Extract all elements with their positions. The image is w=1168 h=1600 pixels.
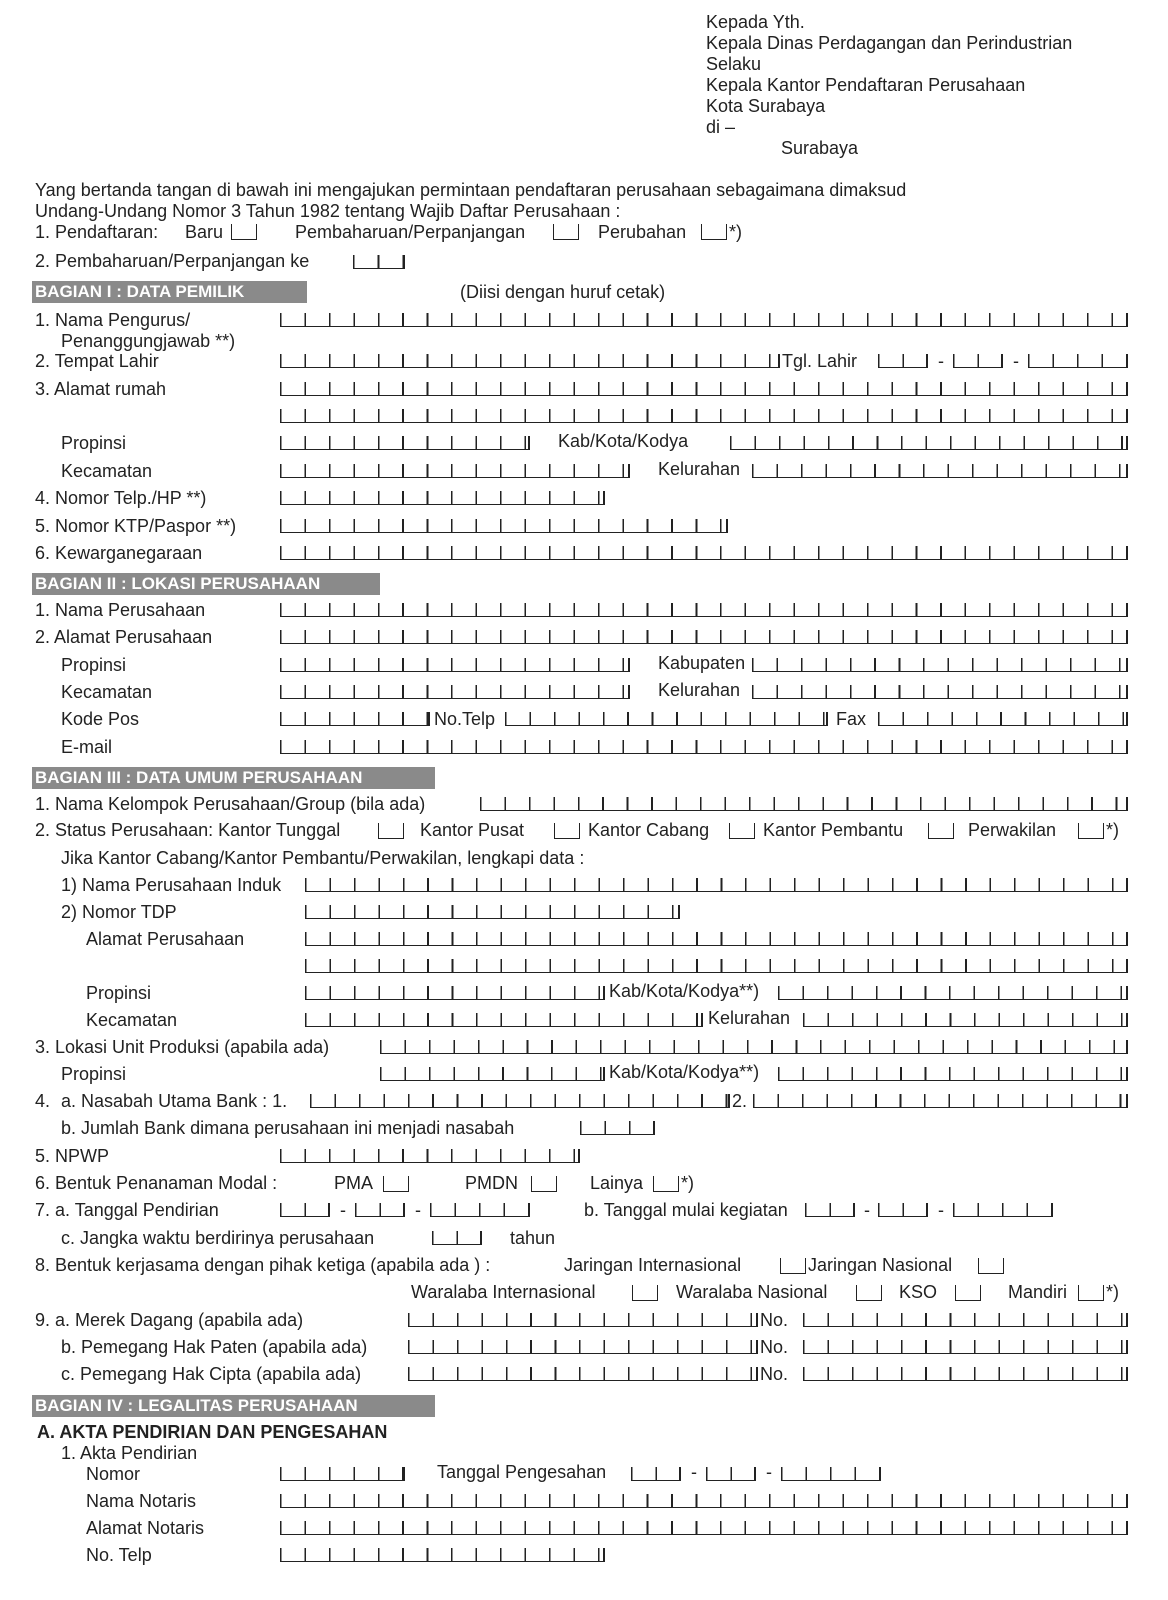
field-label: No. [760, 1364, 789, 1384]
district-boxes[interactable] [280, 464, 630, 478]
notary-phone-boxes[interactable] [280, 1548, 605, 1562]
trademark-number-boxes[interactable] [803, 1313, 1128, 1327]
field-label: 5. NPWP [35, 1146, 110, 1166]
renewal-count-boxes[interactable] [353, 255, 405, 269]
field-label: Kecamatan [86, 1010, 178, 1030]
option-label: Lainya [590, 1173, 644, 1193]
field-label: Tgl. Lahir [782, 351, 858, 371]
registration-label: 1. Pendaftaran: [35, 222, 159, 242]
bank-2-boxes[interactable] [753, 1094, 1128, 1108]
checkbox-pma[interactable] [383, 1176, 409, 1192]
field-label: Penanggungjawab **) [61, 331, 236, 351]
addressee-line: Kepala Dinas Perdagangan dan Perindustrian [706, 33, 1073, 53]
field-number: 4. [35, 1091, 51, 1111]
field-label: 1) Nama Perusahaan Induk [61, 875, 282, 895]
copyright-number-boxes[interactable] [803, 1367, 1128, 1381]
founding-day-boxes[interactable] [280, 1203, 330, 1217]
print-hint: (Diisi dengan huruf cetak) [460, 282, 666, 302]
footnote-mark: *) [681, 1173, 694, 1193]
checkbox-lainya[interactable] [653, 1176, 679, 1192]
field-label: Tanggal Pengesahan [437, 1462, 607, 1482]
province-boxes[interactable] [280, 436, 530, 450]
field-label: b. Tanggal mulai kegiatan [584, 1200, 788, 1220]
field-label: No. [760, 1337, 789, 1357]
field-label: Kab/Kota/Kodya**) [609, 981, 760, 1001]
citizenship-boxes[interactable] [280, 546, 1128, 560]
phone-boxes[interactable] [280, 491, 605, 505]
checkbox-baru[interactable] [231, 224, 257, 240]
company-address-boxes[interactable] [280, 630, 1128, 644]
notary-name-boxes[interactable] [280, 1494, 1128, 1508]
field-label: b. Jumlah Bank dimana perusahaan ini menjadi nasabah [61, 1118, 515, 1138]
field-label: 2. Alamat Perusahaan [35, 627, 213, 647]
checkbox-jaringan-nasional[interactable] [978, 1258, 1004, 1274]
birth-year-boxes[interactable] [1028, 354, 1128, 368]
date-separator: - [938, 1200, 944, 1220]
founding-year-boxes[interactable] [430, 1203, 530, 1217]
section-header: BAGIAN II : LOKASI PERUSAHAAN [32, 573, 380, 595]
field-label: Kelurahan [658, 680, 741, 700]
group-name-boxes[interactable] [480, 797, 1128, 811]
addressee-line: Selaku [706, 54, 762, 74]
field-label: c. Pemegang Hak Cipta (apabila ada) [61, 1364, 362, 1384]
field-label: 1. Nama Kelompok Perusahaan/Group (bila ada) [35, 794, 426, 814]
date-separator: - [1013, 351, 1019, 371]
option-pembaharuan-label: Pembaharuan/Perpanjangan [295, 222, 526, 242]
field-label: 1. Nama Perusahaan [35, 600, 206, 620]
footnote-mark: *) [729, 222, 742, 242]
approval-month-boxes[interactable] [706, 1467, 756, 1481]
field-label: Kabupaten [658, 653, 746, 673]
birthplace-boxes[interactable] [280, 354, 780, 368]
checkbox-waralaba-nasional[interactable] [856, 1285, 882, 1301]
unit-label: tahun [510, 1228, 556, 1248]
field-label: 6. Kewarganegaraan [35, 543, 203, 563]
field-label: 8. Bentuk kerjasama dengan pihak ketiga (apabila ada ) : [35, 1255, 491, 1275]
production-province-boxes[interactable] [380, 1067, 605, 1081]
field-label: Propinsi [61, 433, 127, 453]
field-label: Propinsi [86, 983, 152, 1003]
option-label: Kantor Pusat [420, 820, 525, 840]
npwp-boxes[interactable] [280, 1149, 580, 1163]
field-label: Kode Pos [61, 709, 140, 729]
company-name-boxes[interactable] [280, 603, 1128, 617]
option-label: KSO [899, 1282, 938, 1302]
postal-code-boxes[interactable] [280, 712, 430, 726]
name-boxes[interactable] [280, 313, 1128, 327]
field-label: Kab/Kota/Kodya [558, 431, 689, 451]
email-boxes[interactable] [280, 740, 1128, 754]
option-label: PMDN [465, 1173, 518, 1193]
checkbox-kso[interactable] [955, 1285, 981, 1301]
option-baru-label: Baru [185, 222, 224, 242]
field-label: Kelurahan [658, 459, 741, 479]
checkbox-mandiri[interactable] [1078, 1285, 1104, 1301]
field-label: Nama Notaris [86, 1491, 197, 1511]
field-label: Propinsi [61, 655, 127, 675]
checkbox-pembaharuan[interactable] [553, 224, 579, 240]
section-header: BAGIAN III : DATA UMUM PERUSAHAAN [32, 767, 435, 789]
addressee-city: Surabaya [781, 138, 859, 158]
company-phone-boxes[interactable] [505, 712, 828, 726]
option-label: Mandiri [1008, 1282, 1068, 1302]
deed-number-boxes[interactable] [280, 1467, 405, 1481]
field-label: 6. Bentuk Penanaman Modal : [35, 1173, 278, 1193]
field-label: a. Nasabah Utama Bank : 1. [61, 1091, 288, 1111]
bank-1-boxes[interactable] [310, 1094, 730, 1108]
field-label: b. Pemegang Hak Paten (apabila ada) [61, 1337, 368, 1357]
start-month-boxes[interactable] [878, 1203, 928, 1217]
footnote-mark: *) [1106, 1282, 1119, 1302]
parent-company-boxes[interactable] [305, 878, 1128, 892]
option-label: Kantor Cabang [588, 820, 710, 840]
option-label: Waralaba Nasional [676, 1282, 828, 1302]
section-header: BAGIAN IV : LEGALITAS PERUSAHAAN [32, 1395, 435, 1417]
patent-boxes[interactable] [408, 1340, 758, 1354]
company-regency-boxes[interactable] [752, 658, 1128, 672]
checkbox-jaringan-internasional[interactable] [780, 1258, 806, 1274]
field-label: Propinsi [61, 1064, 127, 1084]
checkbox-kantor-tunggal[interactable] [378, 823, 404, 839]
start-year-boxes[interactable] [953, 1203, 1053, 1217]
addressee-line: Kota Surabaya [706, 96, 826, 116]
date-separator: - [691, 1462, 697, 1482]
parent-district-boxes[interactable] [305, 1013, 703, 1027]
field-label: 7. a. Tanggal Pendirian [35, 1200, 219, 1220]
subsection-title: A. AKTA PENDIRIAN DAN PENGESAHAN [37, 1422, 388, 1442]
parent-village-boxes[interactable] [803, 1013, 1128, 1027]
option-label: Waralaba Internasional [411, 1282, 596, 1302]
option-label: Jaringan Internasional [564, 1255, 742, 1275]
village-boxes[interactable] [752, 464, 1128, 478]
option-label: Perwakilan [968, 820, 1057, 840]
date-separator: - [340, 1200, 346, 1220]
field-label: 5. Nomor KTP/Paspor **) [35, 516, 237, 536]
id-number-boxes[interactable] [280, 519, 728, 533]
field-label: E-mail [61, 737, 113, 757]
parent-address-boxes[interactable] [305, 959, 1128, 973]
founding-month-boxes[interactable] [355, 1203, 405, 1217]
checkbox-perwakilan[interactable] [1078, 823, 1104, 839]
date-separator: - [415, 1200, 421, 1220]
company-village-boxes[interactable] [752, 685, 1128, 699]
birth-month-boxes[interactable] [953, 354, 1003, 368]
field-label: Alamat Perusahaan [86, 929, 245, 949]
date-separator: - [938, 351, 944, 371]
field-label: Alamat Notaris [86, 1518, 205, 1538]
company-district-boxes[interactable] [280, 685, 630, 699]
company-province-boxes[interactable] [280, 658, 630, 672]
checkbox-waralaba-internasional[interactable] [632, 1285, 658, 1301]
option-label: Jaringan Nasional [808, 1255, 953, 1275]
renewal-label: 2. Pembaharuan/Perpanjangan ke [35, 251, 310, 271]
field-label: 9. a. Merek Dagang (apabila ada) [35, 1310, 304, 1330]
intro-text: Yang bertanda tangan di bawah ini mengajukan permintaan pendaftaran perusahaan sebagaimana dimaksud [35, 180, 907, 200]
option-perubahan-label: Perubahan [598, 222, 687, 242]
field-label: Kab/Kota/Kodya**) [609, 1062, 760, 1082]
field-label: c. Jangka waktu berdirinya perusahaan [61, 1228, 375, 1248]
production-unit-boxes[interactable] [380, 1040, 1128, 1054]
field-label: Fax [836, 709, 867, 729]
intro-text: Undang-Undang Nomor 3 Tahun 1982 tentang Wajib Daftar Perusahaan : [35, 201, 621, 221]
option-label: PMA [334, 1173, 374, 1193]
tdp-number-boxes[interactable] [305, 905, 680, 919]
production-city-boxes[interactable] [778, 1067, 1128, 1081]
copyright-boxes[interactable] [408, 1367, 758, 1381]
notary-address-boxes[interactable] [280, 1521, 1128, 1535]
field-label: 1. Akta Pendirian [61, 1443, 198, 1463]
field-label: No. [760, 1310, 789, 1330]
home-address-boxes[interactable] [280, 409, 1128, 423]
footnote-mark: *) [1106, 820, 1119, 840]
checkbox-kantor-cabang[interactable] [729, 823, 755, 839]
checkbox-kantor-pusat[interactable] [554, 823, 580, 839]
date-separator: - [864, 1200, 870, 1220]
field-label: 4. Nomor Telp./HP **) [35, 488, 207, 508]
field-label: 2) Nomor TDP [61, 902, 177, 922]
field-label: Nomor [86, 1464, 141, 1484]
addressee-line: di – [706, 117, 736, 137]
trademark-boxes[interactable] [408, 1313, 758, 1327]
instruction-text: Jika Kantor Cabang/Kantor Pembantu/Perwakilan, lengkapi data : [61, 848, 585, 868]
field-label: 2. Status Perusahaan: Kantor Tunggal [35, 820, 341, 840]
start-day-boxes[interactable] [805, 1203, 855, 1217]
fax-boxes[interactable] [878, 712, 1128, 726]
section-header: BAGIAN I : DATA PEMILIK [32, 281, 307, 303]
date-separator: - [766, 1462, 772, 1482]
field-label: No.Telp [434, 709, 496, 729]
field-label: 2. Tempat Lahir [35, 351, 159, 371]
addressee-line: Kepada Yth. [706, 12, 805, 32]
city-boxes[interactable] [730, 436, 1128, 450]
parent-address-boxes[interactable] [305, 932, 1128, 946]
bank-count-boxes[interactable] [580, 1121, 655, 1135]
field-label: No. Telp [86, 1545, 152, 1565]
field-label: 2. [732, 1091, 748, 1111]
parent-province-boxes[interactable] [305, 986, 605, 1000]
home-address-boxes[interactable] [280, 382, 1128, 396]
approval-day-boxes[interactable] [631, 1467, 681, 1481]
approval-year-boxes[interactable] [781, 1467, 881, 1481]
field-label: Kecamatan [61, 461, 153, 481]
field-label: Kelurahan [708, 1008, 791, 1028]
field-label: 3. Lokasi Unit Produksi (apabila ada) [35, 1037, 330, 1057]
checkbox-kantor-pembantu[interactable] [928, 823, 954, 839]
duration-boxes[interactable] [432, 1231, 482, 1245]
checkbox-perubahan[interactable] [701, 224, 727, 240]
field-label: 1. Nama Pengurus/ [35, 310, 191, 330]
field-label: 3. Alamat rumah [35, 379, 167, 399]
patent-number-boxes[interactable] [803, 1340, 1128, 1354]
birth-day-boxes[interactable] [878, 354, 928, 368]
addressee-line: Kepala Kantor Pendaftaran Perusahaan [706, 75, 1026, 95]
parent-city-boxes[interactable] [778, 986, 1128, 1000]
field-label: Kecamatan [61, 682, 153, 702]
checkbox-pmdn[interactable] [531, 1176, 557, 1192]
option-label: Kantor Pembantu [763, 820, 904, 840]
